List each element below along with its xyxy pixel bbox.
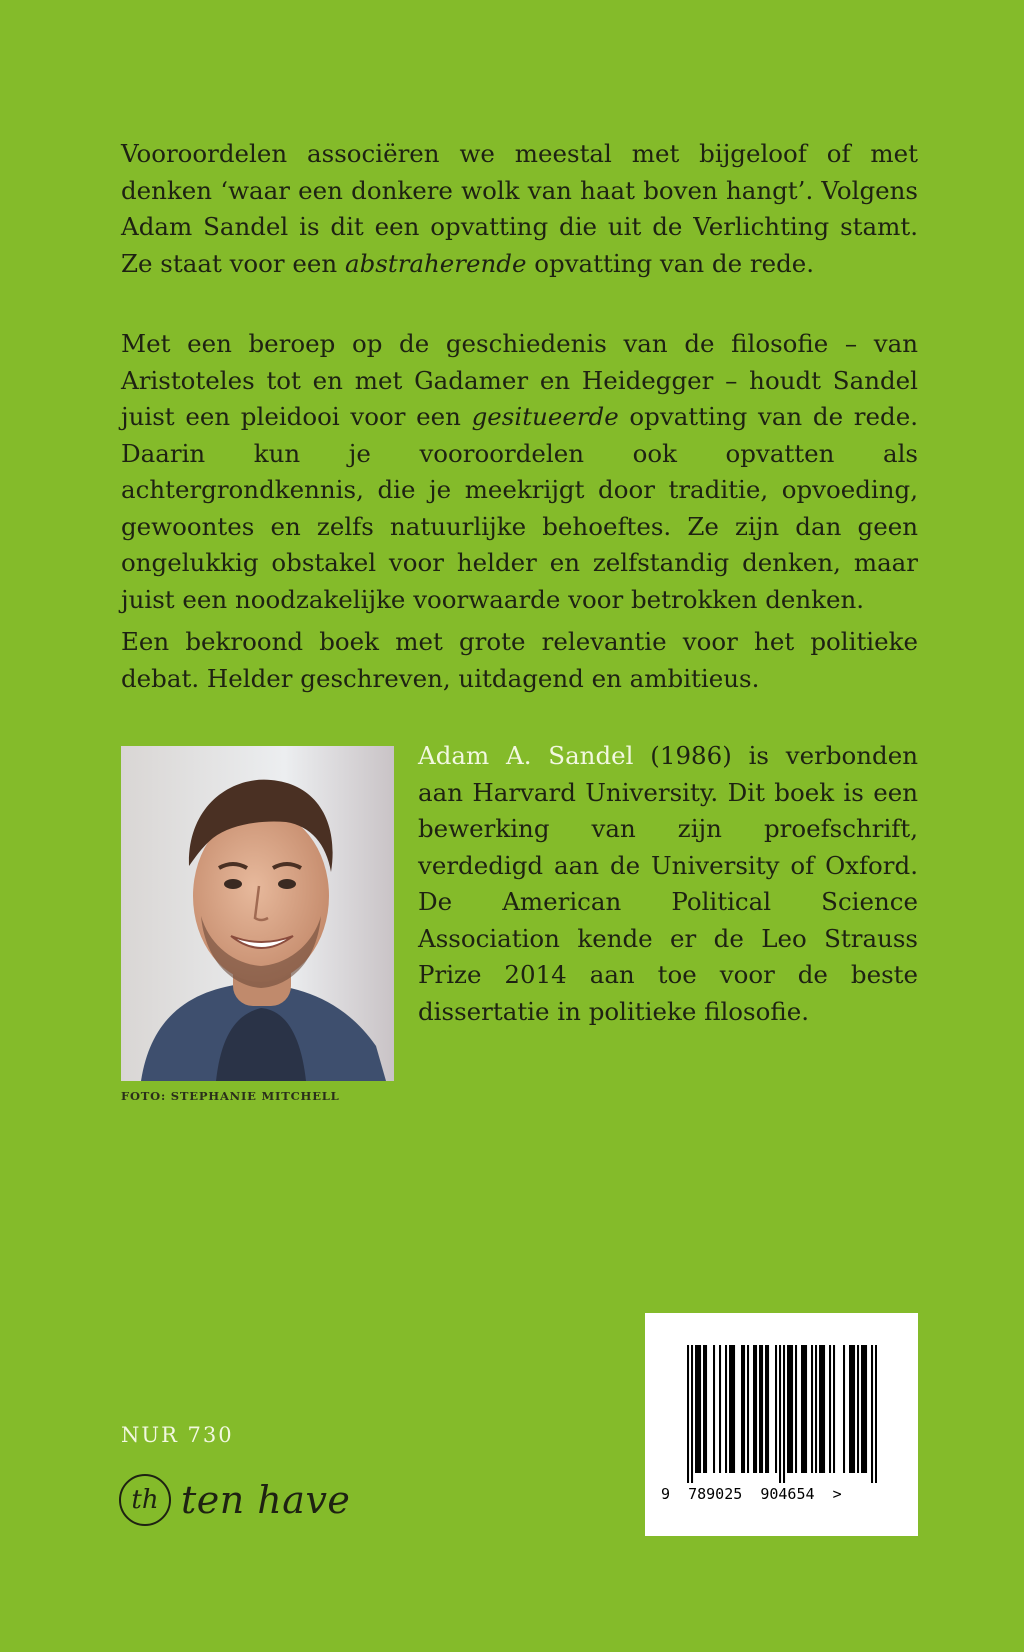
barcode-bar [703,1345,705,1473]
blurb-paragraph-2 [121,326,918,618]
photo-credit: FOTO: STEPHANIE MITCHELL [121,1089,340,1103]
barcode-bar [849,1345,851,1473]
author-bio [418,738,918,1030]
barcode-bar [743,1345,745,1473]
blurb-p1-text-a: Vooroordelen associëren we meestal met bijgeloof of met denken ‘waar een donkere wolk van haat boven hangt’. Volgens Adam Sandel is dit een opvatting die uit de Verlichting stamt. Ze staat voor een [121,139,918,278]
barcode-bar [719,1345,721,1473]
barcode-bar [791,1345,793,1473]
blurb-p3-text: Een bekroond boek met grote relevantie voor het politieke debat. Helder geschreven, uitdagend en ambitieus. [121,627,918,693]
barcode-bar [819,1345,821,1473]
barcode-bar [731,1345,733,1473]
barcode-bar [725,1345,727,1473]
barcode-bar [851,1345,853,1473]
barcode-bar [779,1345,781,1483]
barcode-bar [753,1345,755,1473]
barcode-bar [695,1345,697,1473]
publisher-mark-icon: th [119,1474,171,1526]
barcode [645,1313,918,1536]
barcode-bar [733,1345,735,1473]
barcode-bar [875,1345,877,1483]
barcode-bar [833,1345,835,1473]
barcode-bar [741,1345,743,1473]
barcode-bar [863,1345,865,1473]
barcode-bar [865,1345,867,1473]
blurb-p2-emphasis: gesitueerde [471,402,619,431]
barcode-bar [805,1345,807,1473]
author-photo [121,746,394,1081]
publisher-name: ten have [181,1478,351,1522]
barcode-bar [815,1345,817,1473]
barcode-bar [767,1345,769,1473]
barcode-bar [697,1345,699,1473]
barcode-bar [821,1345,823,1473]
barcode-digits: 9 789025 904654 > [661,1485,842,1503]
barcode-bar [687,1345,689,1483]
barcode-bar [761,1345,763,1473]
barcode-bar [705,1345,707,1473]
barcode-bar [811,1345,813,1473]
barcode-bar [691,1345,693,1483]
barcode-bar [795,1345,797,1473]
author-bio-text: (1986) is verbonden aan Harvard University. Dit boek is een bewerking van zijn proefschrift, verdedigd aan de University of Oxford. De American Political Science Association kende er de Leo Strauss Prize 2014 aan toe voor de beste dissertatie in politieke filosofie. [418,741,919,1026]
barcode-bar [801,1345,803,1473]
publisher-logo [119,1470,350,1530]
barcode-bar [789,1345,791,1473]
barcode-bar [871,1345,873,1483]
barcode-bar [829,1345,831,1473]
barcode-bar [747,1345,749,1473]
blurb-p1-emphasis: abstraherende [344,248,527,278]
blurb-paragraph-3 [121,624,918,697]
barcode-bar [755,1345,757,1473]
barcode-bar [803,1345,805,1473]
barcode-bar [765,1345,767,1473]
blurb-p2-text-a: Met een beroep op de geschiedenis van de filosofie – van Aristoteles tot en met Gadamer en Heidegger – houdt Sandel juist een pleidooi voor een [121,329,918,431]
barcode-bar [713,1345,715,1473]
barcode-bar [729,1345,731,1473]
nur-code: NUR 730 [121,1423,234,1447]
barcode-bar [857,1345,859,1473]
barcode-bar [787,1345,789,1473]
barcode-bar [843,1345,845,1473]
barcode-bar [823,1345,825,1473]
barcode-bar [861,1345,863,1473]
barcode-bars-icon [687,1345,877,1483]
blurb-p1-text-b: opvatting van de rede. [526,248,815,278]
barcode-bar [699,1345,701,1473]
barcode-bar [759,1345,761,1473]
blurb-p2-text-b: opvatting van de rede. Daarin kun je vooroordelen ook opvatten als achtergrondkennis, die je meekrijgt door traditie, opvoeding, gewoontes en zelfs natuurlijke behoeftes. Ze zijn dan geen ongelukkig obstakel voor helder en zelfstandig denken, maar juist een noodzakelijke voorwaarde voor betrokken denken. [121,402,918,614]
author-name: Adam A. Sandel [418,741,634,770]
barcode-bar [775,1345,777,1473]
barcode-bar [853,1345,855,1473]
barcode-bar [783,1345,785,1483]
blurb-paragraph-1 [121,136,918,282]
